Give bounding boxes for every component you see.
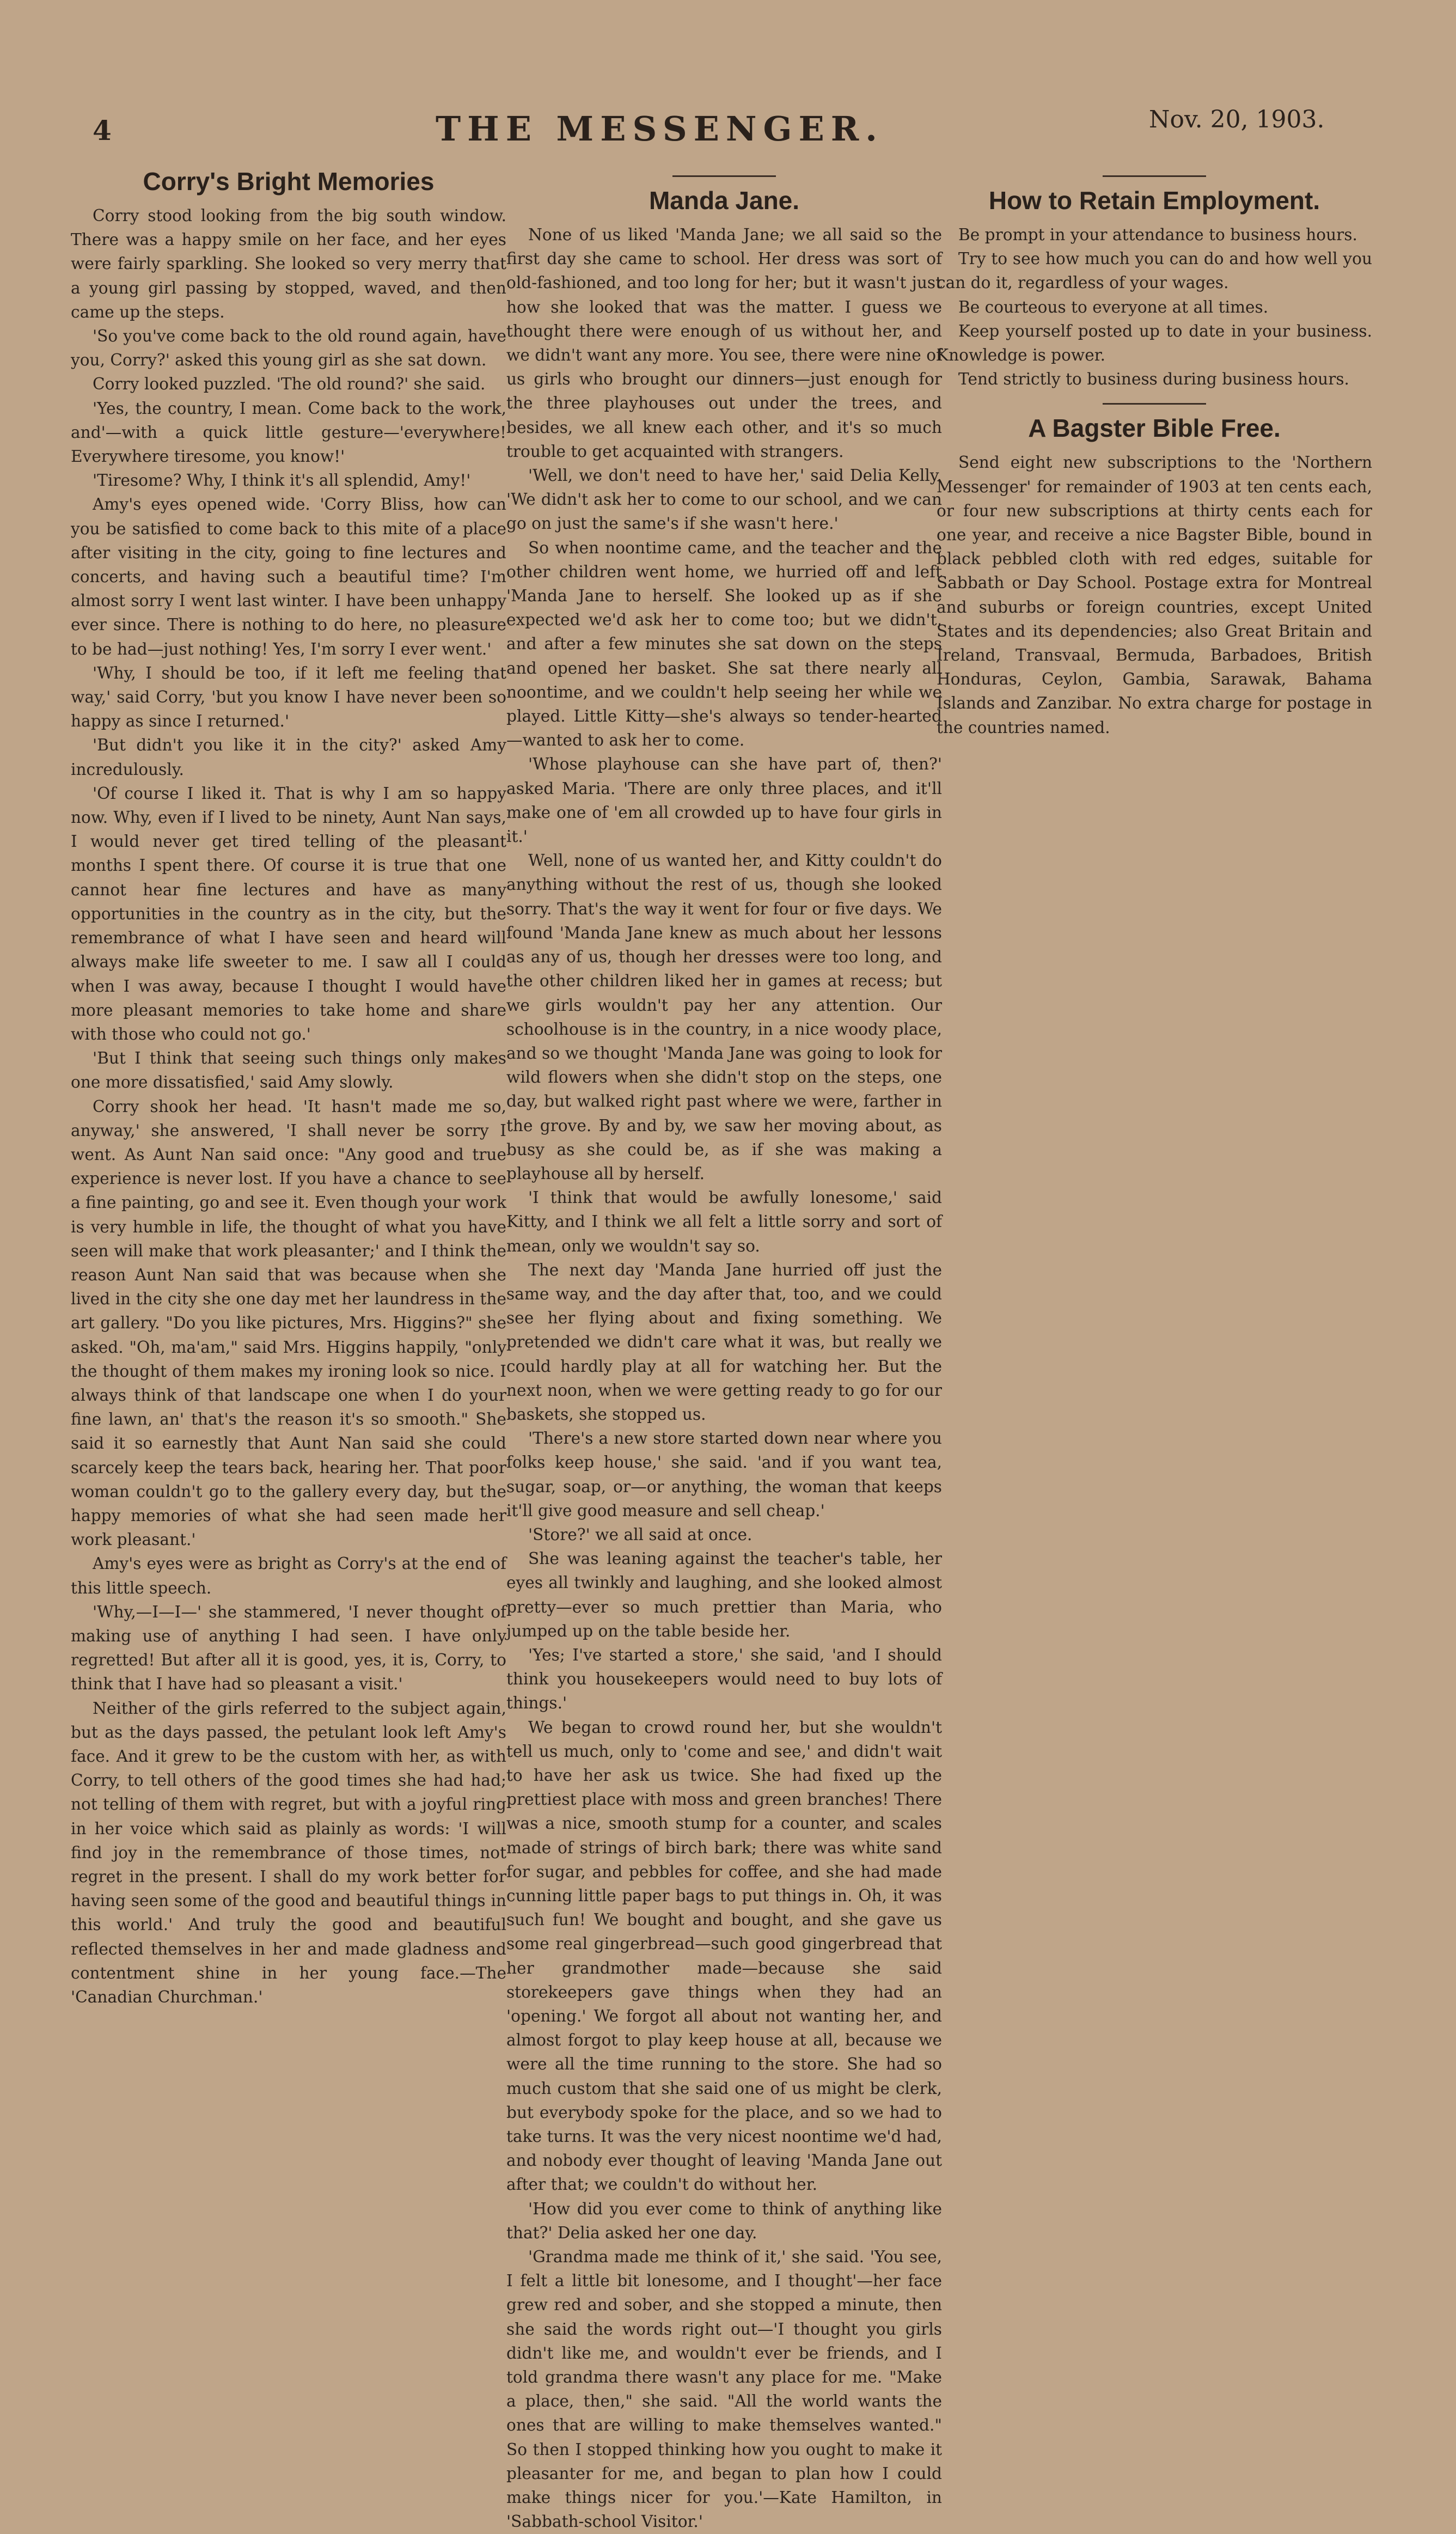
article-paragraph: 'There's a new store started down near where you folks keep house,' she said. 'and if you want tea, sugar, soap, or—or anything, the woman that keeps it'll give good measure and sell cheap.' <box>506 1429 942 1520</box>
article-paragraph: 'Grandma made me think of it,' she said. 'You see, I felt a little bit lonesome, and I thought'—her face grew red and sober, and she stopped a minute, then she said the words right out—'I thought you girls didn't like me, and wouldn't ever be friends, and I told grandma there wasn't any place for me. "Make a place, then," she said. "All the world wants the ones that are willing to make themselves wanted." So then I stopped thinking how you ought to make it pleasanter for me, and began to plan how I could make things nicer for you.'—Kate Hamilton, in 'Sabbath-school Visitor.' <box>506 2248 942 2531</box>
article-paragraph: Send eight new subscriptions to the 'Northern Messenger' for remainder of 1903 at ten cents each, or four new subscriptions at thirty cents each for one year, and receive a nice Bagster Bible, bound in black pebbled cloth with red edges, suitable for Sabbath or Day School. Postage extra for Montreal and suburbs or foreign countries, except United States and its dependencies; also Great Britain and Ireland, Transvaal, Bermuda, Barbadoes, British Honduras, Ceylon, Gambia, Sarawak, Bahama Islands and Zanzibar. No extra charge for postage in the countries named. <box>937 453 1372 737</box>
page-number: 4 <box>93 114 112 146</box>
article-paragraph: 'How did you ever come to think of anything like that?' Delia asked her one day. <box>506 2199 942 2242</box>
page-header <box>87 103 1339 152</box>
article-paragraph: We began to crowd round her, but she wouldn't tell us much, only to 'come and see,' and didn't wait to have her ask us twice. She had fixed up the prettiest place with moss and green branches! There was a nice, smooth stump for a counter, and scales made of strings of birch bark; there was white sand for sugar, and pebbles for coffee, and she had made cunning little paper bags to put things in. Oh, it was such fun! We bought and bought, and she gave us some real gingerbread—such good gingerbread that her grandmother made—because she said storekeepers gave things when they had an 'opening.' We forgot all about not wanting her, and almost forgot to play keep house at all, because we were all the time running to the store. She had so much custom that she said one of us might be clerk, but everybody spoke for the place, and so we had to take turns. It was the very nicest noontime we'd had, and nobody ever thought of leaving 'Manda Jane out after that; we couldn't do without her. <box>506 1718 942 2194</box>
article-how-to-retain-employment <box>937 175 1372 391</box>
article-paragraph: Be courteous to everyone at all times. <box>958 297 1269 316</box>
article-paragraph: Amy's eyes opened wide. 'Corry Bliss, how can you be satisfied to come back to this mite of a place after visiting in the city, going to fine lectures and concerts, and having such a beautiful time? I'm almost sorry I went last winter. I have been unhappy ever since. There is nothing to do here, no pleasure to be had—just nothing! Yes, I'm sorry I ever went.' <box>71 495 506 658</box>
article-paragraph: 'So you've come back to the old round again, have you, Corry?' asked this young girl as she sat down. <box>71 327 506 370</box>
column-3 <box>937 163 1372 2233</box>
section-divider <box>1103 175 1206 177</box>
article-paragraph: 'Yes; I've started a store,' she said, 'and I should think you housekeepers would need to buy lots of things.' <box>506 1645 942 1713</box>
article-paragraph: Well, none of us wanted her, and Kitty couldn't do anything without the rest of us, though she looked sorry. That's the way it went for four or five days. We found 'Manda Jane knew as much about her lessons as any of us, though her dresses were too long, and the other children liked her in games at recess; but we girls wouldn't pay her any attention. Our schoolhouse is in the country, in a nice woody place, and so we thought 'Manda Jane was going to look for wild flowers when she didn't stop on the steps, one day, but walked right past where we were, farther in the grove. By and by, we saw her moving about, as busy as she could be, as if she was making a playhouse all by herself. <box>506 851 942 1183</box>
article-paragraph: 'Of course I liked it. That is why I am so happy now. Why, even if I lived to be ninety, Aunt Nan says, I would never get tired telling of the pleasant months I spent there. Of course it is true that one cannot hear fine lectures and have as many opportunities in the country as in the city, but the remembrance of what I have seen and heard will always make life sweeter to me. I saw all I could when I was away, because I thought I would have more pleasant memories to take home and share with those who could not go.' <box>71 784 506 1043</box>
article-manda-jane <box>506 175 942 2534</box>
article-title: A Bagster Bible Free. <box>1028 414 1281 443</box>
article-paragraph: 'Tiresome? Why, I think it's all splendid, Amy!' <box>93 471 471 490</box>
article-title: Manda Jane. <box>649 186 800 215</box>
article-paragraph: Keep yourself posted up to date in your business. Knowledge is power. <box>937 321 1372 365</box>
article-paragraph: Be prompt in your attendance to business hours. <box>958 225 1357 244</box>
article-paragraph: So when noontime came, and the teacher and the other children went home, we hurried off and left 'Manda Jane to herself. She looked up as if she expected we'd ask her to come too; but we didn't, and after a few minutes she sat down on the steps and opened her basket. She sat there nearly all noontime, and we couldn't help seeing her while we played. Little Kitty—she's always so tender-hearted—wanted to ask her to come. <box>506 538 942 750</box>
article-title: How to Retain Employment. <box>988 186 1320 215</box>
masthead: THE MESSENGER. <box>436 109 884 149</box>
article-paragraph: Amy's eyes were as bright as Corry's at the end of this little speech. <box>71 1554 506 1597</box>
article-paragraph: None of us liked 'Manda Jane; we all said so the first day she came to school. Her dress was sort of old-fashioned, and too long for her; but it wasn't just how she looked that was the matter. I guess we thought there were enough of us without her, and we didn't want any more. You see, there were nine of us girls who brought our dinners—just enough for the three playhouses out under the trees, and besides, we all knew each other, and it's so much trouble to get acquainted with strangers. <box>506 225 942 461</box>
article-paragraph: 'Whose playhouse can she have part of, then?' asked Maria. 'There are only three places, and it'll make one of 'em all crowded up to have four girls in it.' <box>506 755 942 846</box>
article-paragraph: 'Why, I should be too, if it left me feeling that way,' said Corry, 'but you know I have never been so happy as since I returned.' <box>71 663 506 731</box>
section-divider <box>672 175 776 177</box>
article-paragraph: 'But I think that seeing such things only makes one more dissatisfied,' said Amy slowly. <box>71 1049 506 1092</box>
article-paragraph: Corry stood looking from the big south window. There was a happy smile on her face, and her eyes were fairly sparkling. She looked so very merry that a young girl passing by stopped, waved, and then came up the steps. <box>71 206 506 321</box>
column-2 <box>506 163 942 2531</box>
article-paragraph: 'Well, we don't need to have her,' said Delia Kelly. 'We didn't ask her to come to our school, and we can go on just the same's if she wasn't here.' <box>506 466 942 533</box>
article-paragraph: 'Why,—I—I—' she stammered, 'I never thought of making use of anything I had seen. I have only regretted! But after all it is good, yes, it is, Corry, to think that I have had so pleasant a visit.' <box>71 1602 506 1694</box>
article-paragraph: 'But didn't you like it in the city?' asked Amy incredulously. <box>71 736 506 779</box>
article-paragraph: The next day 'Manda Jane hurried off just the same way, and the day after that, too, and we could see her flying about and fixing something. We pretended we didn't care what it was, but really we could hardly play at all for watching her. But the next noon, when we were getting ready to go for our baskets, she stopped us. <box>506 1260 942 1424</box>
article-paragraph: Try to see how much you can do and how well you can do it, regardless of your wages. <box>937 249 1372 292</box>
article-paragraph: 'Store?' we all said at once. <box>528 1525 753 1544</box>
article-paragraph: 'I think that would be awfully lonesome,' said Kitty, and I think we all felt a little sorry and sort of mean, only we wouldn't say so. <box>506 1188 942 1255</box>
section-divider <box>1103 403 1206 405</box>
column-1 <box>71 163 506 2233</box>
article-paragraph: Corry looked puzzled. 'The old round?' she said. <box>93 375 486 394</box>
article-paragraph: She was leaning against the teacher's table, her eyes all twinkly and laughing, and she looked almost pretty—ever so much prettier than Maria, who jumped up on the table beside her. <box>506 1549 942 1640</box>
issue-date: Nov. 20, 1903. <box>1149 106 1325 133</box>
article-paragraph: Tend strictly to business during business hours. <box>958 370 1349 389</box>
article-paragraph: 'Yes, the country, I mean. Come back to the work, and'—with a quick little gesture—'everywhere! Everywhere tiresome, you know!' <box>71 399 506 466</box>
article-title: Corry's Bright Memories <box>143 167 435 196</box>
article-paragraph: Neither of the girls referred to the subject again, but as the days passed, the petulant look left Amy's face. And it grew to be the custom with her, as with Corry, to tell others of the good times she had had; not telling of them with regret, but with a joyful ring in her voice which said as plainly as words: 'I will find joy in the remembrance of those times, not regret in the present. I shall do my work better for having seen some of the good and beautiful things in this world.' And truly the good and beautiful reflected themselves in her and made gladness and contentment shine in her young face.—The 'Canadian Churchman.' <box>71 1699 506 2007</box>
article-corrys-bright-memories <box>71 166 506 2009</box>
article-paragraph: Corry shook her head. 'It hasn't made me so, anyway,' she answered, 'I shall never be sorry I went. As Aunt Nan said once: "Any good and true experience is never lost. If you have a chance to see a fine painting, go and see it. Even though your work is very humble in life, the thought of what you have seen will make that work pleasanter;' and I think the reason Aunt Nan said that was because when she lived in the city she one day met her laundress in the art gallery. "Do you like pictures, Mrs. Higgins?" she asked. "Oh, ma'am," said Mrs. Higgins happily, "only the thought of them makes my ironing look so nice. I always think of that landscape one when I do your fine lawn, an' that's the reason it's so smooth." She said it so earnestly that Aunt Nan said she could scarcely keep the tears back, hearing her. That poor woman couldn't go to the gallery every day, but the happy memories of what she had seen made her work pleasant.' <box>71 1097 506 1549</box>
article-bagster-bible-free <box>937 403 1372 739</box>
